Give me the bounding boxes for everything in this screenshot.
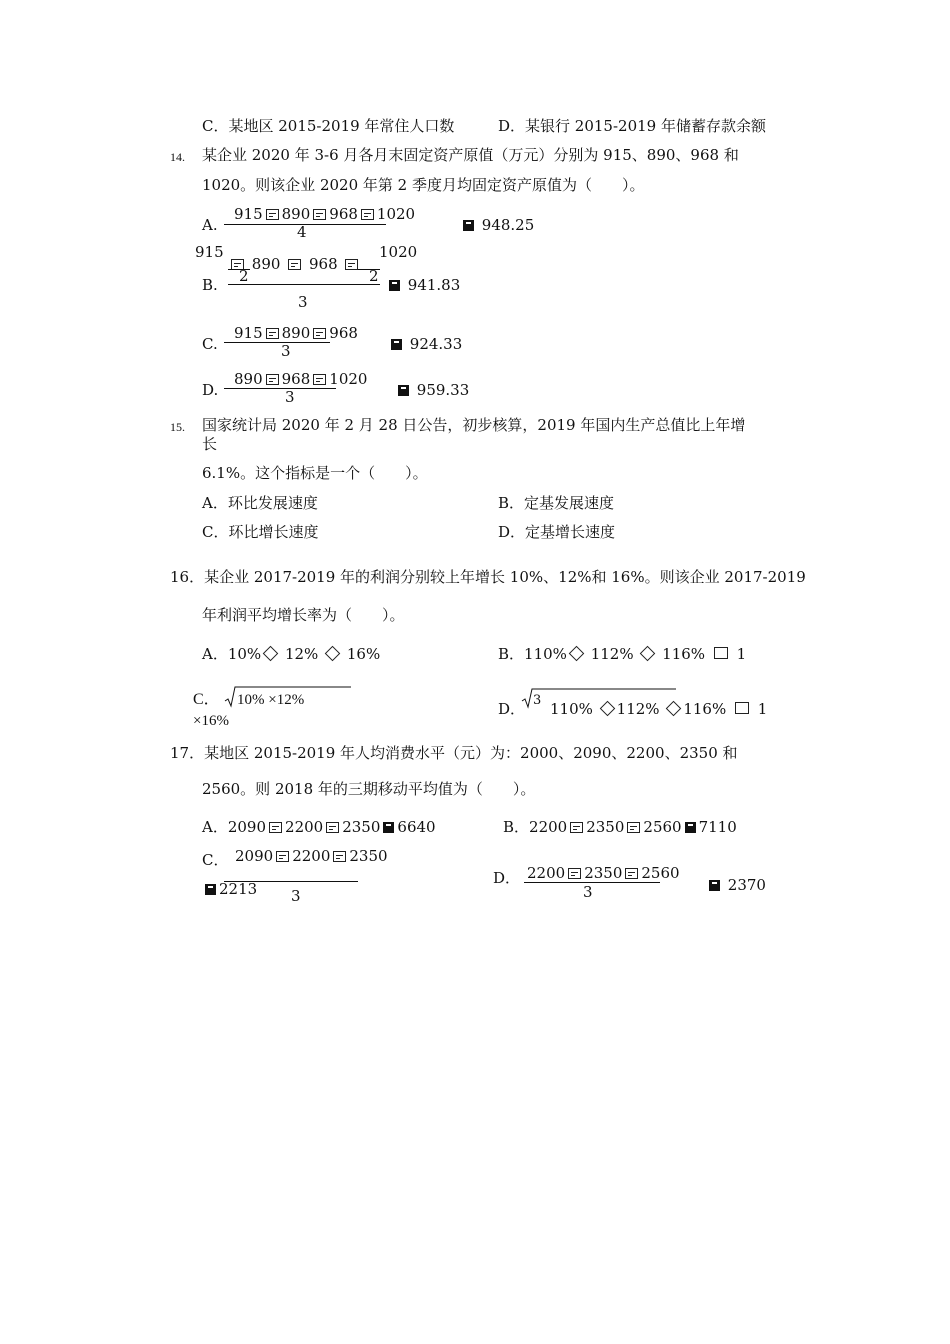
q14-stem-line2: 1020。则该企业 2020 年第 2 季度月均固定资产原值为（ ）。	[202, 176, 645, 194]
q16-b-label: B．	[498, 645, 525, 663]
q14-b-term2: 968	[308, 255, 338, 273]
q14-d-fraction-bar	[224, 388, 336, 389]
q17-b-result: 7110	[698, 818, 737, 836]
q14-c-numerator	[234, 324, 358, 342]
plus-symbol-icon	[333, 851, 346, 862]
q16-a-label: A．	[202, 645, 228, 663]
q17-d-value2: 2350	[584, 864, 623, 882]
q14-c-denominator: 3	[281, 342, 291, 360]
multiply-symbol-icon	[666, 701, 682, 717]
minus-symbol-icon	[735, 702, 749, 714]
q17-c-value1: 2090	[235, 847, 274, 865]
q16-stem-line1: 16．某企业 2017-2019 年的利润分别较上年增长 10%、12%和 16%。则该企业 2017-2019	[170, 568, 806, 586]
q15-option-b: B．定基发展速度	[498, 494, 615, 512]
q14-b-half-bar-left	[228, 269, 250, 270]
q13-option-c: C．某地区 2015-2019 年常住人口数	[202, 117, 455, 135]
plus-symbol-icon	[269, 822, 282, 833]
q16-d-radicand	[550, 700, 767, 718]
q17-c-result	[202, 880, 257, 898]
q16-b-value1: 110%	[524, 645, 567, 663]
q16-b-value4: 1	[736, 645, 747, 663]
q14-c-term2: 890	[281, 324, 311, 342]
q14-d-label: D.	[202, 381, 219, 399]
q15-stem-line2: 6.1%。这个指标是一个（ ）。	[202, 464, 428, 482]
equals-symbol-icon	[685, 822, 696, 833]
q17-a-label: A．	[202, 818, 228, 836]
equals-symbol-icon	[383, 822, 394, 833]
plus-symbol-icon	[570, 822, 583, 833]
q14-stem-line1: 某企业 2020 年 3-6 月各月末固定资产原值（万元）分别为 915、890、968 和	[202, 146, 739, 164]
plus-symbol-icon	[361, 209, 374, 220]
q17-b-value2: 2350	[586, 818, 625, 836]
plus-symbol-icon	[568, 868, 581, 879]
q17-a-value2: 2200	[285, 818, 324, 836]
q16-a-value2: 12%	[284, 645, 319, 663]
q14-a-numerator	[234, 205, 415, 223]
q14-d-term2: 968	[281, 370, 311, 388]
q14-b-result-value: 941.83	[407, 276, 461, 294]
q17-c-label: C．	[202, 851, 229, 869]
multiply-symbol-icon	[599, 701, 615, 717]
q17-c-value2: 2200	[292, 847, 331, 865]
q16-c-label: C．	[193, 691, 220, 708]
q15-stem-line1: 国家统计局 2020 年 2 月 28 日公告，初步核算，2019 年国内生产总值比上年增	[202, 416, 746, 434]
equals-symbol-icon	[205, 884, 216, 895]
q16-option-a	[202, 645, 380, 663]
q14-c-label: C.	[202, 335, 218, 353]
q17-a-result: 6640	[397, 818, 436, 836]
q16-stem-line2: 年利润平均增长率为（ ）。	[202, 606, 405, 624]
q17-c-numerator	[235, 847, 388, 865]
equals-symbol-icon	[389, 280, 400, 291]
q14-b-top-left: 915	[195, 243, 224, 261]
q14-c-fraction-bar	[224, 342, 330, 343]
q15-option-d: D．定基增长速度	[498, 523, 616, 541]
plus-symbol-icon	[288, 259, 301, 270]
q14-c-result	[388, 335, 462, 353]
q14-a-term3: 968	[329, 205, 358, 223]
q17-b-label: B．	[503, 818, 530, 836]
q16-d-value3: 116%	[683, 700, 727, 718]
q14-b-half-right: 2	[369, 267, 379, 285]
multiply-symbol-icon	[640, 646, 656, 662]
multiply-symbol-icon	[325, 646, 341, 662]
q14-b-label: B.	[202, 276, 218, 294]
q15-stem-line1-wrap: 长	[202, 435, 218, 453]
q17-c-result-value: 2213	[219, 880, 258, 898]
q14-a-term1: 915	[234, 205, 263, 223]
q14-d-result-value: 959.33	[416, 381, 470, 399]
q16-b-value3: 116%	[662, 645, 706, 663]
q16-a-value3: 16%	[346, 645, 381, 663]
q14-c-term3: 968	[329, 324, 358, 342]
q17-a-value1: 2090	[227, 818, 267, 836]
q17-d-value1: 2200	[527, 864, 566, 882]
q14-d-term3: 1020	[329, 370, 368, 388]
plus-symbol-icon	[266, 209, 279, 220]
q17-stem-line2: 2560。则 2018 年的三期移动平均值为（ ）。	[202, 780, 536, 798]
equals-symbol-icon	[463, 220, 474, 231]
q14-a-result-value: 948.25	[481, 216, 535, 234]
q16-d-value4: 1	[757, 700, 768, 718]
q16-d-value2: 112%	[616, 700, 660, 718]
multiply-symbol-icon	[569, 646, 585, 662]
q14-a-term4: 1020	[376, 205, 416, 223]
equals-symbol-icon	[709, 880, 720, 891]
q14-a-denominator: 4	[297, 223, 307, 241]
q17-d-label: D．	[493, 869, 521, 887]
plus-symbol-icon	[266, 328, 279, 339]
q16-option-b	[498, 645, 746, 663]
equals-symbol-icon	[391, 339, 402, 350]
q16-d-label: D．	[498, 700, 526, 718]
plus-symbol-icon	[313, 209, 326, 220]
q14-b-fraction-bar	[228, 284, 380, 285]
q14-d-numerator	[234, 370, 367, 388]
q17-d-result	[706, 876, 766, 894]
q14-b-denominator: 3	[298, 293, 308, 311]
q17-d-value3: 2560	[641, 864, 680, 882]
plus-symbol-icon	[326, 822, 339, 833]
q15-option-a: A．环比发展速度	[202, 494, 318, 512]
plus-symbol-icon	[627, 822, 640, 833]
q17-d-denominator: 3	[583, 883, 593, 901]
plus-symbol-icon	[625, 868, 638, 879]
q16-d-root-index: 3	[533, 693, 542, 708]
q14-b-result	[386, 276, 460, 294]
q14-c-term1: 915	[234, 324, 263, 342]
q15-option-c: C．环比增长速度	[202, 523, 319, 541]
q14-d-term1: 890	[234, 370, 263, 388]
equals-symbol-icon	[398, 385, 409, 396]
q16-b-value2: 112%	[590, 645, 634, 663]
q14-b-top-right: 1020	[379, 243, 418, 261]
q17-d-numerator	[527, 864, 680, 882]
q17-d-result-value: 2370	[727, 876, 766, 894]
plus-symbol-icon	[345, 259, 358, 270]
q17-b-value1: 2200	[529, 818, 568, 836]
q16-a-value1: 10%	[227, 645, 262, 663]
q16-c-tail: ×16%	[193, 713, 229, 729]
q17-option-b	[503, 818, 737, 836]
minus-symbol-icon	[714, 647, 728, 659]
q14-number: 14.	[170, 150, 185, 164]
plus-symbol-icon	[313, 374, 326, 385]
q14-b-half-bar-right	[358, 269, 380, 270]
q16-d-value1: 110%	[550, 700, 593, 718]
q14-a-label: A.	[202, 216, 218, 234]
q14-a-result	[460, 216, 534, 234]
q17-c-value3: 2350	[349, 847, 388, 865]
multiply-symbol-icon	[263, 646, 279, 662]
q17-c-denominator: 3	[291, 887, 301, 905]
q13-option-d: D．某银行 2015-2019 年储蓄存款余额	[498, 117, 766, 135]
q17-b-value3: 2560	[643, 818, 682, 836]
q14-a-term2: 890	[281, 205, 311, 223]
q14-d-denominator: 3	[285, 388, 295, 406]
q14-b-half-left: 2	[239, 267, 249, 285]
q17-stem-line1: 17．某地区 2015-2019 年人均消费水平（元）为：2000、2090、2200、2350 和	[170, 744, 738, 762]
q14-d-result	[395, 381, 469, 399]
q14-c-result-value: 924.33	[409, 335, 463, 353]
q17-option-a	[202, 818, 436, 836]
plus-symbol-icon	[276, 851, 289, 862]
q17-a-value3: 2350	[342, 818, 381, 836]
plus-symbol-icon	[313, 328, 326, 339]
plus-symbol-icon	[266, 374, 279, 385]
q16-c-radicand: 10% ×12%	[237, 692, 305, 708]
q14-b-term1: 890	[251, 255, 281, 273]
q15-number: 15.	[170, 420, 185, 434]
